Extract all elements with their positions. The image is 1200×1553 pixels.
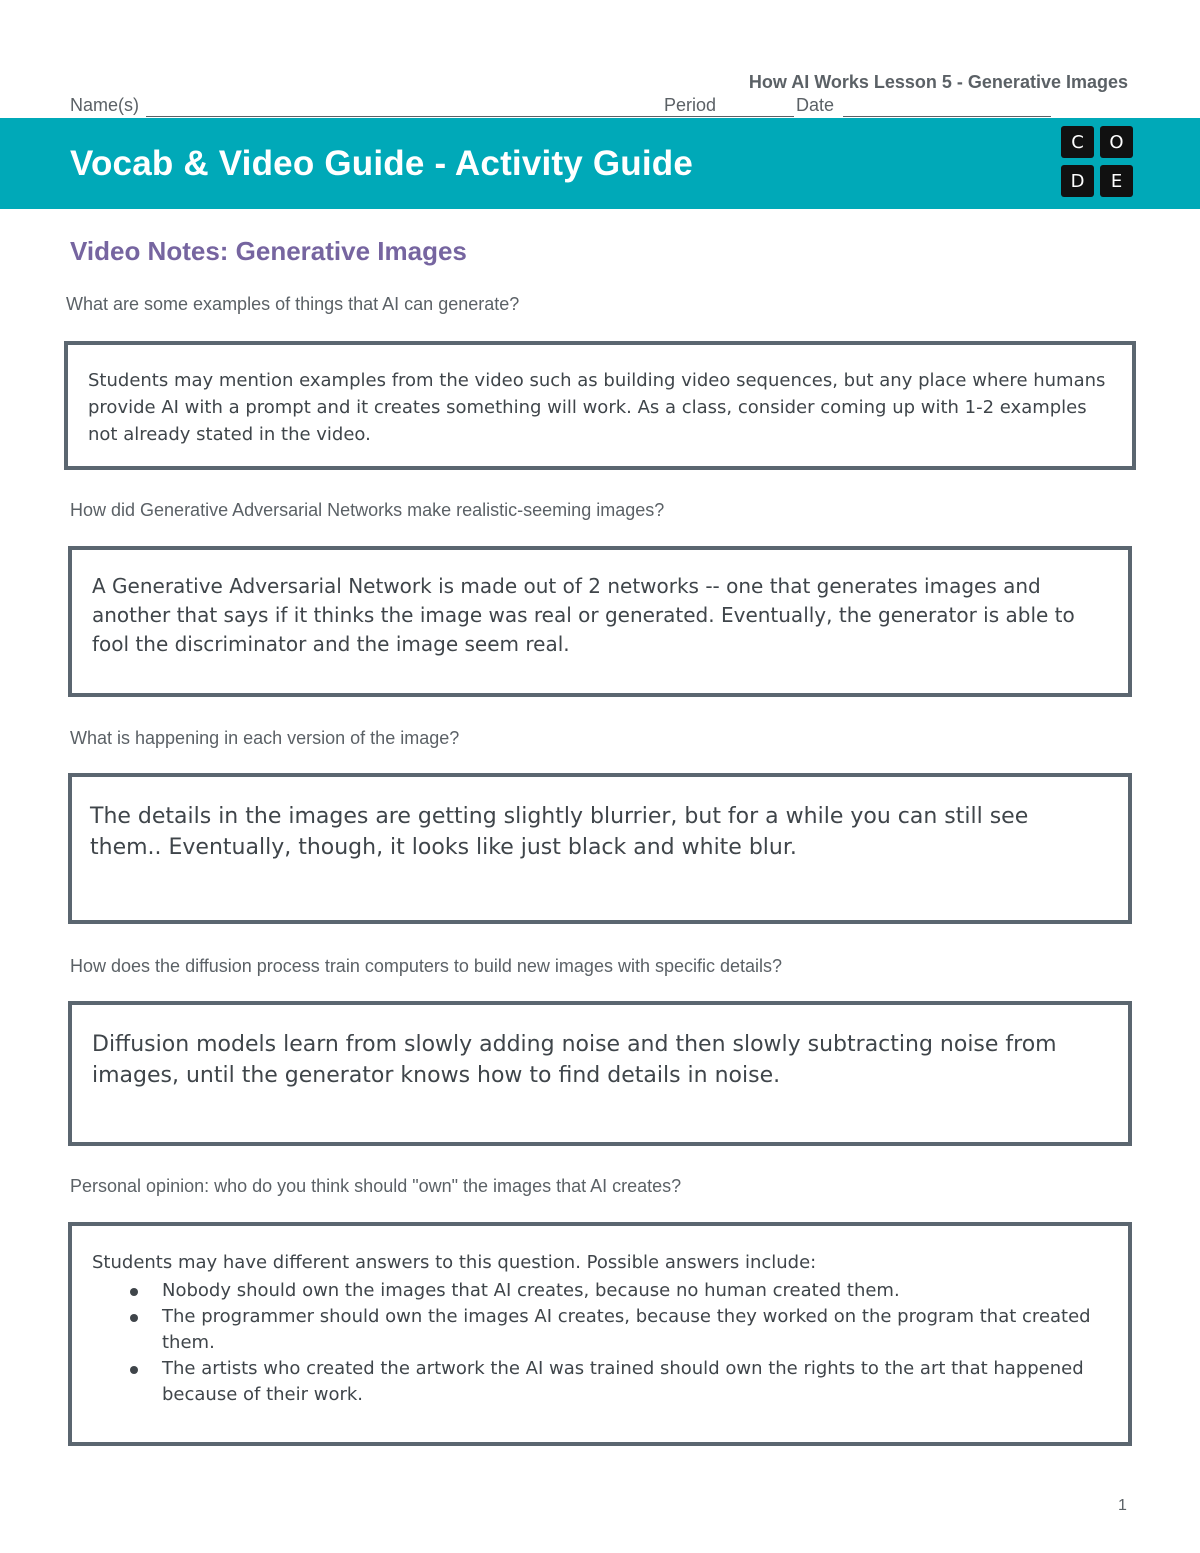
bullet-icon — [130, 1314, 138, 1322]
answer-5-list — [92, 1278, 1104, 1408]
list-item-text: Nobody should own the images that AI creates, because no human created them. — [162, 1280, 900, 1301]
list-item-text: The programmer should own the images AI creates, because they worked on the program that created them. — [162, 1306, 1091, 1353]
logo-letter-c: C — [1061, 126, 1094, 158]
list-item-text: The artists who created the artwork the AI was trained should own the rights to the art that happened because of their work. — [162, 1358, 1084, 1405]
question-4: How does the diffusion process train computers to build new images with specific details? — [70, 956, 783, 976]
name-label: Name(s) — [70, 95, 140, 115]
list-item — [92, 1278, 1104, 1304]
answer-box-5[interactable] — [68, 1222, 1132, 1446]
answer-3: The details in the images are getting slightly blurrier, but for a while you can still see them.. Eventually, though, it looks like just black and white blur. — [90, 804, 1029, 860]
page-number: 1 — [1118, 1497, 1127, 1514]
section-title: Video Notes: Generative Images — [70, 236, 467, 266]
title-banner — [0, 118, 1200, 209]
answer-box-1[interactable] — [64, 341, 1136, 470]
code-logo — [1061, 126, 1135, 198]
answer-2: A Generative Adversarial Network is made out of 2 networks -- one that generates images and another that says if it thinks the image was real or generated. Eventually, the generator is able to fool the discriminator and the image seem real. — [92, 574, 1075, 656]
answer-box-3[interactable] — [68, 773, 1132, 924]
answer-5-intro: Students may have different answers to this question. Possible answers include: — [92, 1252, 817, 1273]
answer-box-2[interactable] — [68, 546, 1132, 697]
banner-title: Vocab & Video Guide - Activity Guide — [70, 144, 694, 183]
answer-4: Diffusion models learn from slowly adding noise and then slowly subtracting noise from images, until the generator knows how to find details in noise. — [92, 1032, 1057, 1088]
question-5: Personal opinion: who do you think should "own" the images that AI creates? — [70, 1176, 682, 1196]
bullet-icon — [130, 1288, 138, 1296]
list-item — [92, 1356, 1104, 1408]
question-2: How did Generative Adversarial Networks make realistic-seeming images? — [70, 500, 665, 520]
period-label: Period — [664, 95, 717, 115]
question-3: What is happening in each version of the image? — [70, 728, 460, 748]
bullet-icon — [130, 1366, 138, 1374]
answer-box-4[interactable] — [68, 1001, 1132, 1146]
question-1: What are some examples of things that AI can generate? — [66, 294, 520, 314]
list-item — [92, 1304, 1104, 1356]
name-field[interactable] — [146, 116, 732, 117]
period-field[interactable] — [726, 116, 794, 117]
date-field[interactable] — [843, 116, 1051, 117]
date-label: Date — [796, 95, 835, 115]
logo-letter-d: D — [1061, 165, 1094, 197]
lesson-title: How AI Works Lesson 5 - Generative Images — [748, 72, 1128, 92]
answer-1: Students may mention examples from the video such as building video sequences, but any place where humans provide AI with a prompt and it creates something will work. As a class, consider coming up with 1-2 examples not already stated in the video. — [88, 370, 1106, 445]
logo-letter-o: O — [1100, 126, 1133, 158]
logo-letter-e: E — [1100, 165, 1133, 197]
